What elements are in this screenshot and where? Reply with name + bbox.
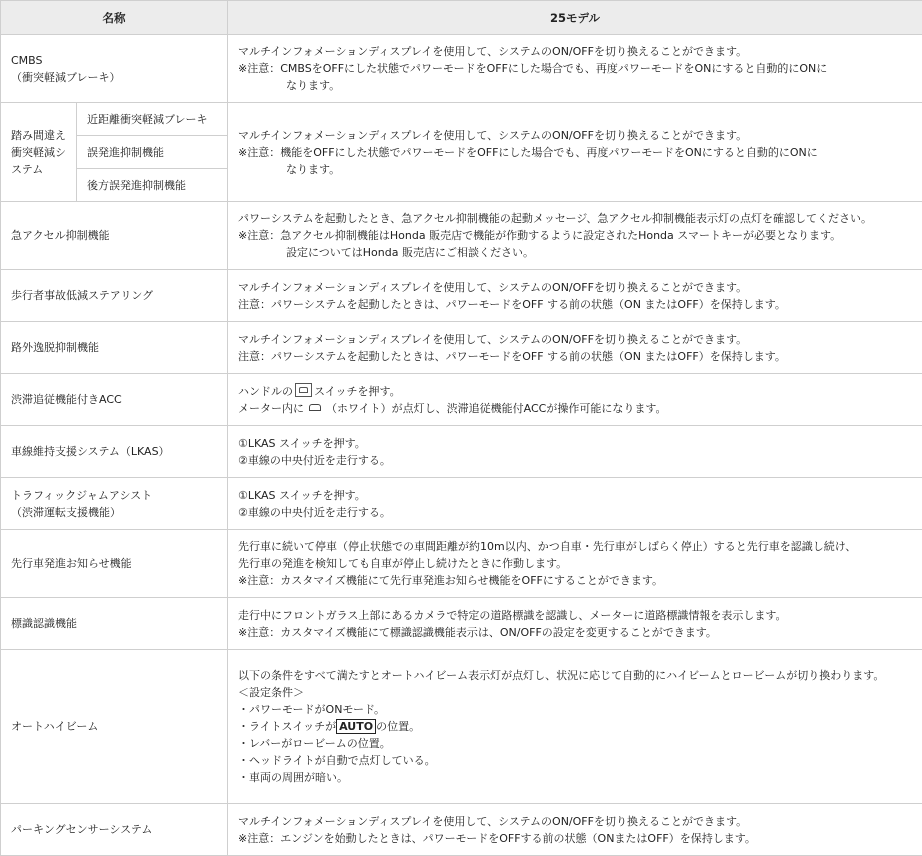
row-name [1,103,77,202]
row-lead [1,530,922,598]
row-name: オートハイビーム [1,650,228,804]
desc-text: スイッチを押す。 [314,385,401,398]
row-description [228,374,922,426]
desc-line: 先行車の発進を検知しても自車が停止し続けたときに作動します。 [238,555,916,572]
row-name: 歩行者事故低減ステアリング [1,270,228,322]
row-road [1,322,922,374]
row-accel [1,202,922,270]
desc-line: ・車両の周囲が暗い。 [238,769,916,786]
desc-line: なります。 [238,161,916,178]
row-description [228,650,922,804]
row-name-line: （渋滞運転支援機能） [11,504,227,521]
header-name: 名称 [1,1,228,35]
row-name-line: 踏み間違え衝突軽減システム [11,127,76,178]
desc-line: マルチインフォメーションディスプレイを使用して、システムのON/OFFを切り換えることができます。 [238,813,916,830]
row-name: 先行車発進お知らせ機能 [1,530,228,598]
row-fumi [1,103,922,136]
desc-line: ①LKAS スイッチを押す。 [238,487,916,504]
acc-switch-icon [295,383,312,397]
row-description [228,322,922,374]
row-name [1,35,228,103]
row-ahb [1,650,922,804]
row-lkas [1,426,922,478]
desc-line: パワーシステムを起動したとき、急アクセル抑制機能の起動メッセージ、急アクセル抑制機能表示灯の点灯を確認してください。 [238,210,916,227]
row-name: 急アクセル抑制機能 [1,202,228,270]
desc-line: マルチインフォメーションディスプレイを使用して、システムのON/OFFを切り換えることができます。 [238,43,916,60]
row-description [228,426,922,478]
header-row [1,1,922,35]
desc-line: 走行中にフロントガラス上部にあるカメラで特定の道路標識を認識し、メーターに道路標識情報を表示します。 [238,607,916,624]
row-description [228,598,922,650]
row-name: 標識認識機能 [1,598,228,650]
desc-line: 注意：パワーシステムを起動したときは、パワーモードをOFF する前の状態（ON またはOFF）を保持します。 [238,296,916,313]
row-name [1,478,228,530]
desc-line: なります。 [238,77,916,94]
desc-text: ・ライトスイッチが [238,720,336,733]
desc-line: ②車線の中央付近を走行する。 [238,504,916,521]
row-name-line: CMBS [11,52,227,69]
desc-line: ＜設定条件＞ [238,684,916,701]
desc-line: マルチインフォメーションディスプレイを使用して、システムのON/OFFを切り換えることができます。 [238,279,916,296]
desc-text: ハンドルの [238,385,293,398]
desc-line: ※注意：カスタマイズ機能にて先行車発進お知らせ機能をOFFにすることができます。 [238,572,916,589]
row-tja [1,478,922,530]
desc-text: の位置。 [376,720,420,733]
auto-switch-badge: AUTO [336,719,376,734]
desc-line: ・ヘッドライトが自動で点灯している。 [238,752,916,769]
row-steer [1,270,922,322]
row-description [228,202,922,270]
sub-item: 誤発進抑制機能 [77,136,228,169]
desc-line: ※注意：カスタマイズ機能にて標識認識機能表示は、ON/OFFの設定を変更することができます。 [238,624,916,641]
row-name-line: （衝突軽減ブレーキ） [11,69,227,86]
desc-line [238,383,916,400]
row-name-line: トラフィックジャムアシスト [11,487,227,504]
row-description [228,103,922,202]
desc-text: （ホワイト）が点灯し、渋滞追従機能付ACCが操作可能になります。 [326,402,666,415]
desc-line: マルチインフォメーションディスプレイを使用して、システムのON/OFFを切り換えることができます。 [238,127,916,144]
desc-line: 先行車に続いて停車（停止状態での車間距離が約10m以内、かつ自車・先行車がしばらく停止）すると先行車を認識し続け、 [238,538,916,555]
row-description [228,804,922,856]
sub-item: 後方誤発進抑制機能 [77,169,228,202]
row-description [228,35,922,103]
desc-line: ・レバーがロービームの位置。 [238,735,916,752]
row-description [228,478,922,530]
desc-line: 以下の条件をすべて満たすとオートハイビーム表示灯が点灯し、状況に応じて自動的にハイビームとロービームが切り換わります。 [238,667,916,684]
desc-text: メーター内に [238,402,304,415]
desc-line: ・パワーモードがONモード。 [238,701,916,718]
row-cmbs [1,35,922,103]
desc-line: 設定についてはHonda 販売店にご相談ください。 [238,244,916,261]
header-model: 25モデル [228,1,922,35]
row-name: パーキングセンサーシステム [1,804,228,856]
row-name: 渋滞追従機能付きACC [1,374,228,426]
acc-indicator-icon [308,402,322,414]
desc-line [238,400,916,417]
row-description [228,270,922,322]
desc-line: ①LKAS スイッチを押す。 [238,435,916,452]
desc-line: ※注意：機能をOFFにした状態でパワーモードをOFFにした場合でも、再度パワーモードをONにすると自動的にONに [238,144,916,161]
desc-line: ※注意：エンジンを始動したときは、パワーモードをOFFする前の状態（ONまたはOFF）を保持します。 [238,830,916,847]
desc-line [238,718,916,735]
row-name: 路外逸脱抑制機能 [1,322,228,374]
row-acc [1,374,922,426]
row-sign [1,598,922,650]
desc-line: 注意：パワーシステムを起動したときは、パワーモードをOFF する前の状態（ON またはOFF）を保持します。 [238,348,916,365]
desc-line: ※注意：急アクセル抑制機能はHonda 販売店で機能が作動するように設定されたHonda スマートキーが必要となります。 [238,227,916,244]
row-description [228,530,922,598]
row-park [1,804,922,856]
desc-line: ②車線の中央付近を走行する。 [238,452,916,469]
sub-item: 近距離衝突軽減ブレーキ [77,103,228,136]
row-name: 車線維持支援システム（LKAS） [1,426,228,478]
desc-line: マルチインフォメーションディスプレイを使用して、システムのON/OFFを切り換えることができます。 [238,331,916,348]
desc-line: ※注意：CMBSをOFFにした状態でパワーモードをOFFにした場合でも、再度パワーモードをONにすると自動的にONに [238,60,916,77]
